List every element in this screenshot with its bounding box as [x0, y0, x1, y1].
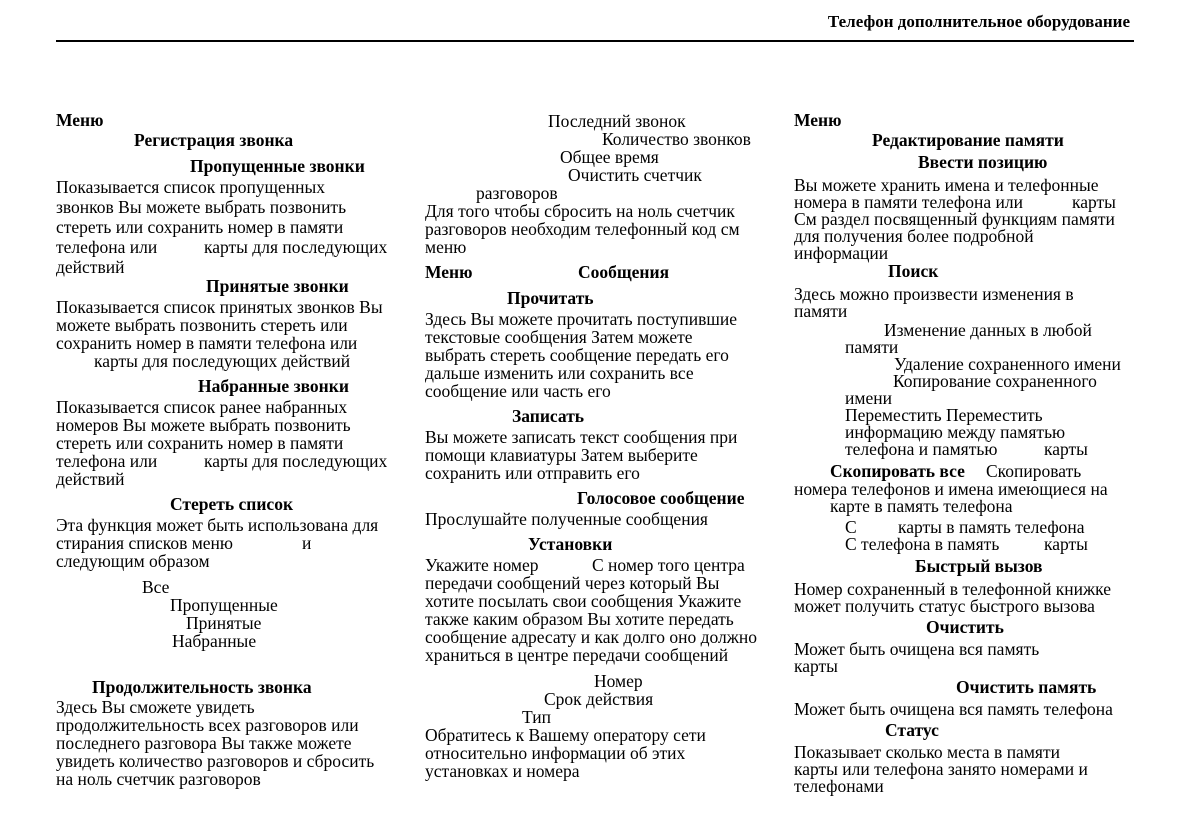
- text-line: на ноль счетчик разговоров: [56, 769, 261, 789]
- text-line: передачи сообщений через который Вы: [425, 573, 720, 593]
- page-header: Телефон дополнительное оборудование: [827, 12, 1130, 31]
- setting-type: Тип: [522, 707, 551, 727]
- text-line: последнего разговора Вы также можете: [56, 733, 352, 753]
- text-line: стереть или сохранить номер в памяти: [56, 433, 344, 453]
- dialed-calls-heading: Набранные звонки: [198, 376, 349, 396]
- item-clear-counter-cont: разговоров: [476, 183, 558, 203]
- option-missed: Пропущенные: [170, 595, 278, 615]
- text-line: С номер того центра: [592, 555, 745, 575]
- text-line: телефона или: [56, 237, 158, 257]
- text-line: для получения более подробной: [794, 226, 1034, 246]
- text-line: звонков Вы можете выбрать позвонить: [56, 197, 347, 217]
- menu-heading: Меню: [794, 110, 842, 130]
- search-item: телефона и памятью: [845, 439, 998, 459]
- text-line: Показывается список пропущенных: [56, 177, 326, 197]
- text-line: хотите посылать свои сообщения Укажите: [425, 591, 742, 611]
- text-line: информации: [794, 243, 889, 263]
- text-line: карты: [794, 656, 838, 676]
- text-line: стирания списков меню: [56, 533, 233, 553]
- clear-list-heading: Стереть список: [170, 494, 294, 514]
- text-line: См раздел посвященный функциям памяти: [794, 209, 1115, 229]
- text-line: продолжительность всех разговоров или: [56, 715, 359, 735]
- text-line: храниться в центре передачи сообщений: [425, 645, 729, 665]
- search-item: информацию между памятью: [845, 422, 1066, 442]
- menu-heading: Меню: [425, 262, 473, 282]
- text-line: Показывается список ранее набранных: [56, 397, 348, 417]
- write-heading: Записать: [512, 406, 585, 426]
- text-line: сохранить или отправить его: [425, 463, 640, 483]
- text-line: карты: [1072, 192, 1116, 212]
- call-duration-heading: Продолжительность звонка: [92, 677, 312, 697]
- header-rule: [56, 40, 1134, 42]
- clear-heading: Очистить: [926, 617, 1004, 637]
- text-line: Здесь Вы сможете увидеть: [56, 697, 255, 717]
- search-item: имени: [845, 388, 892, 408]
- text-line: текстовые сообщения Затем можете: [425, 327, 693, 347]
- read-heading: Прочитать: [507, 288, 594, 308]
- text-line: дальше изменить или сохранить все: [425, 363, 694, 383]
- text-line: карты или телефона занято номерами и: [794, 759, 1088, 779]
- text-line: карты для последующих: [204, 237, 388, 257]
- call-register-heading: Регистрация звонка: [134, 130, 294, 150]
- text-line: действий: [56, 469, 125, 489]
- text-line: выбрать стереть сообщение передать его: [425, 345, 729, 365]
- text-line: Может быть очищена вся память: [794, 639, 1040, 659]
- option-all: Все: [142, 577, 170, 597]
- text-line: можете выбрать позвонить стереть или: [56, 315, 348, 335]
- text-line: номера телефонов и имена имеющиеся на: [794, 479, 1108, 499]
- text-line: действий: [56, 257, 125, 277]
- messages-heading: Сообщения: [578, 262, 670, 282]
- text-line: карты для последующих: [204, 451, 388, 471]
- item-clear-counter: Очистить счетчик: [568, 165, 702, 185]
- search-item: памяти: [845, 337, 899, 357]
- copy-item: карты: [1044, 534, 1088, 554]
- text-line: может получить статус быстрого вызова: [794, 596, 1095, 616]
- item-total-time: Общее время: [560, 147, 659, 167]
- item-call-count: Количество звонков: [602, 129, 751, 149]
- item-last-call: Последний звонок: [548, 111, 686, 131]
- text-line: увидеть количество разговоров и сбросить: [56, 751, 375, 771]
- option-dialed: Набранные: [172, 631, 257, 651]
- text-line: также каким образом Вы хотите передать: [425, 609, 734, 629]
- enter-position-heading: Ввести позицию: [918, 152, 1048, 172]
- status-heading: Статус: [885, 720, 939, 740]
- settings-heading: Установки: [528, 534, 613, 554]
- text-line: карте в память телефона: [830, 496, 1013, 516]
- text-line: Прослушайте полученные сообщения: [425, 509, 708, 529]
- missed-calls-heading: Пропущенные звонки: [190, 156, 365, 176]
- voice-message-heading: Голосовое сообщение: [577, 488, 745, 508]
- text-line: относительно информации об этих: [425, 743, 686, 763]
- text-line: Вы можете хранить имена и телефонные: [794, 175, 1099, 195]
- search-item: карты: [1044, 439, 1088, 459]
- text-line: Показывается список принятых звонков Вы: [56, 297, 383, 317]
- text-line: сохранить номер в памяти телефона или: [56, 333, 358, 353]
- text-line: карты для последующих действий: [94, 351, 351, 371]
- text-line: разговоров необходим телефонный код см: [425, 219, 740, 239]
- text-line: Укажите номер: [425, 555, 539, 575]
- text-line: Вы можете записать текст сообщения при: [425, 427, 738, 447]
- text-line: телефонами: [794, 776, 884, 796]
- text-line: следующим образом: [56, 551, 210, 571]
- text-line: Эта функция может быть использована для: [56, 515, 379, 535]
- text-line: установках и номера: [425, 761, 580, 781]
- text-line: Может быть очищена вся память телефона: [794, 699, 1113, 719]
- search-heading: Поиск: [888, 261, 939, 281]
- clear-memory-heading: Очистить память: [956, 677, 1097, 697]
- text-line: номеров Вы можете выбрать позвонить: [56, 415, 351, 435]
- copy-item: С: [845, 517, 857, 537]
- text-line: Показывает сколько места в памяти: [794, 742, 1060, 762]
- text-line: Здесь можно произвести изменения в: [794, 284, 1074, 304]
- text-line: телефона или: [56, 451, 158, 471]
- search-item: Изменение данных в любой: [884, 320, 1092, 340]
- menu-heading: Меню: [56, 110, 104, 130]
- setting-number: Номер: [594, 671, 643, 691]
- text-line: памяти: [794, 301, 848, 321]
- text-line: стереть или сохранить номер в памяти: [56, 217, 344, 237]
- memory-edit-heading: Редактирование памяти: [872, 130, 1064, 150]
- received-calls-heading: Принятые звонки: [206, 276, 349, 296]
- text-line: Скопировать: [986, 461, 1082, 481]
- text-line: Здесь Вы можете прочитать поступившие: [425, 309, 738, 329]
- search-item: Переместить Переместить: [845, 405, 1043, 425]
- search-item: Удаление сохраненного имени: [894, 354, 1121, 374]
- setting-validity: Срок действия: [544, 689, 654, 709]
- copy-item: С телефона в память: [845, 534, 1000, 554]
- text-line: меню: [425, 237, 467, 257]
- speed-dial-heading: Быстрый вызов: [915, 556, 1043, 576]
- copy-item: карты в память телефона: [898, 517, 1085, 537]
- text-line: Обратитесь к Вашему оператору сети: [425, 725, 706, 745]
- text-line: Для того чтобы сбросить на ноль счетчик: [425, 201, 735, 221]
- copy-all-heading: Скопировать все: [830, 461, 965, 481]
- text-line: сообщение адресату и как долго оно должно: [425, 627, 757, 647]
- option-received: Принятые: [186, 613, 262, 633]
- search-item: Копирование сохраненного: [893, 371, 1097, 391]
- text-line: помощи клавиатуры Затем выберите: [425, 445, 698, 465]
- text-line: и: [302, 533, 312, 553]
- text-line: Номер сохраненный в телефонной книжке: [794, 579, 1111, 599]
- text-line: сообщение или часть его: [425, 381, 611, 401]
- text-line: номера в памяти телефона или: [794, 192, 1023, 212]
